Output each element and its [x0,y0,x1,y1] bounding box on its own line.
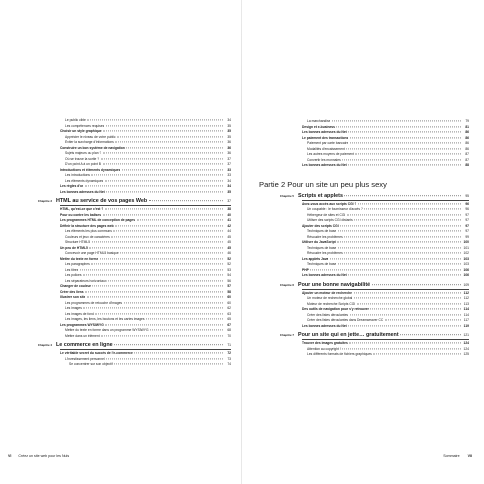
toc-entry-label: Créer des liens [60,289,84,294]
toc-entry-label: Les bonnes adresses du Net [302,273,347,278]
toc-entry-label: Les bonnes adresses du Net [60,189,105,194]
dot-leader [80,269,223,270]
dot-leader [357,303,461,304]
page-ref: 60 [227,300,231,305]
page-ref: 38 [227,207,231,212]
dot-leader [364,208,460,209]
dot-leader [83,274,223,275]
toc-entry-label: Les images de fond [65,311,94,316]
dot-leader [337,241,460,242]
dot-leader [400,334,460,335]
page-ref: 87 [465,152,469,156]
page-ref: 34 [227,184,231,188]
toc-entry-label: Les éléments dynamiques [65,178,104,183]
dot-leader [134,353,222,354]
toc-entry-label: Les applets Java [302,256,329,261]
page-ref: 62 [227,306,231,311]
page-ref: 86 [465,130,469,134]
toc-entry-label: Éviter la surcharge d'informations [65,140,114,144]
toc-entry-label: Convertir les monnaies [307,157,341,162]
page-ref: 72 [227,351,231,356]
part-heading: Partie 2 Pour un site un peu plus sexy [259,179,387,189]
dot-leader [95,313,222,314]
page-ref: 112 [463,290,469,295]
dot-leader [344,195,460,196]
page-ref: 57 [227,284,231,289]
chapter-title: Scripts et applets [298,192,343,199]
page-ref: 34 [227,118,231,122]
dot-leader [340,225,460,226]
dot-leader [115,141,222,142]
toc-entry-label: Concevoir une page HTML5 basique [65,251,119,256]
page-ref: 86 [465,141,469,145]
page-ref: 88 [465,163,469,167]
toc-entry-label: Avez-vous accès aux scripts CGI ? [302,201,357,206]
chapter-title: Pour un site qui en jette… gratuitement [298,332,399,339]
page-ref: 35 [227,123,231,128]
dot-leader [106,358,222,359]
dot-leader [105,180,223,181]
chapter-heading [16,198,231,205]
toc-entry [258,352,469,358]
dot-leader [106,191,222,192]
toc-entry-label: Se concentrer sur son objectif [69,362,113,367]
toc-entry-label: Définir la structure des pages web [60,223,114,228]
toc-entry-label: Les séparateurs horizontaux [65,278,107,283]
toc-entry-label: Techniques de base [307,262,337,267]
toc-entry [16,362,231,368]
toc-entry-label: Mettre du texte en forme dans un programme WYSIWYG [65,328,149,333]
toc-entry-label: Les bonnes adresses du Net [302,323,347,328]
page-ref: 37 [227,199,231,203]
toc-entry-label: Modalités d'encaissement [307,146,345,151]
chapter-heading [258,332,469,339]
toc-entry-label: Les programmes de retouche d'images [65,300,123,305]
page-ref: 52 [227,256,231,261]
toc-entry-label: Les compétences requises [65,123,105,128]
toc-entry-label: Ajouter un moteur de recherche [302,290,353,295]
page-ref: 45 [227,245,231,250]
dot-leader [91,174,222,175]
chapter-title: HTML au service de vos pages Web [56,198,148,204]
page-ref: 37 [227,156,231,161]
toc-entry-label: Changer de couleur [60,284,91,289]
dot-leader [355,153,460,154]
page-ref: 95 [465,193,469,198]
page-ref: 106 [463,273,469,278]
dot-leader [348,274,460,275]
dot-leader [87,296,223,297]
dot-leader [373,354,460,355]
page-ref: 86 [465,146,469,151]
toc-entry-label: Les programmes WYSIWYG [60,322,104,327]
dot-leader [350,314,461,315]
dot-leader [108,280,222,281]
page-ref: 103 [463,262,469,267]
page-ref: 63 [227,311,231,316]
page-ref: 56 [227,278,231,283]
page-ref: 97 [465,218,469,223]
dot-leader [348,325,460,326]
dot-leader [354,219,460,220]
toc-right [258,119,469,358]
chapter-rule [302,200,469,201]
page-ref: 102 [463,251,469,256]
toc-entry-label: Les règles d'or [60,184,84,188]
toc-entry-label: Les images, les liens, les boutons et les cartes images [65,317,145,322]
dot-leader [338,263,461,264]
page-ref: 97 [465,223,469,228]
dot-leader [350,137,461,138]
dot-leader [350,142,461,143]
page-ref: 53 [227,267,231,272]
toc-entry-label: Couleurs et jeux de caractères [65,234,110,239]
page-ref: 101 [463,245,469,250]
dot-leader [126,147,222,148]
page-number: VII [467,454,472,458]
toc-entry-label: Sujets majeurs ou plan ? [65,151,102,155]
page-ref: 87 [465,157,469,162]
page-ref: 35 [227,189,231,194]
dot-leader [92,241,223,242]
page-ref: 33 [227,173,231,177]
toc-entry-label: Créer des listes déroulantes [307,312,349,317]
toc-entry [16,190,231,196]
toc-entry-label: Le public cible [65,118,86,122]
toc-entry-label: Résoudre les problèmes [307,234,343,239]
page-ref: 114 [463,307,469,312]
dot-leader [87,119,222,120]
toc-entry-label: Les bonnes adresses du Net [302,130,347,134]
toc-entry-label: Créer des listes déroulantes dans Dreamweaver CC [307,318,384,323]
toc-entry-label: Utiliser du JavaScript [302,240,336,245]
toc-entry-label: Des outils de navigation pour s'y retrouver [302,307,369,312]
dot-leader [150,329,222,330]
running-title: Sommaire [443,454,460,458]
dot-leader [113,230,222,231]
page-ref: 52 [227,262,231,267]
dot-leader [101,158,223,159]
toc-entry-label: Les programmes HTML de conception de pages [60,218,136,223]
page-ref: 35 [227,134,231,139]
page-ref: 96 [465,201,469,206]
dot-leader [124,302,223,303]
toc-entry-label: Ajouter des scripts CGI [302,223,339,228]
chapter-heading [16,342,231,349]
dot-leader [372,284,461,285]
dot-leader [101,335,222,336]
page-ref: 34 [227,178,231,183]
dot-leader [83,307,222,308]
dot-leader [115,225,222,226]
toc-entry-label: Les polices [65,273,82,278]
page-ref: 35 [227,129,231,133]
dot-leader [92,285,222,286]
page-ref: 68 [227,328,231,333]
footer-left [8,454,69,458]
dot-leader [85,291,222,292]
toc-entry-label: Paiement par carte bancaire [307,141,349,145]
toc-entry-label: Les différents formats de fichiers graphiques [307,352,372,357]
toc-entry-label: Choisir un style graphique [60,129,102,133]
toc-entry-label: Attention au copyright ! [307,346,341,351]
toc-entry-label: Où se trouve la sortie ? [65,156,100,161]
chapter-number: Chapitre 6 [279,282,294,287]
dot-leader [137,219,223,220]
dot-leader [354,298,461,299]
toc-entry-label: Structure HTML5 [65,240,91,245]
page-number: VI [8,454,12,458]
chapter-number: Chapitre 3 [37,199,52,203]
toc-entry-label: Le véritable secret du succès de l'e-commerce [60,351,133,356]
toc-entry-label: Illustrer son site [60,295,86,300]
page-ref: 97 [465,229,469,234]
toc-entry-label: Les titres [65,267,79,272]
page-ref: 71 [227,343,231,348]
toc-entry-label: Techniques de base [307,229,337,234]
dot-leader [105,324,222,325]
page-ref: 81 [465,124,469,129]
toc-entry-label: Les paragraphes [65,262,90,267]
chapter-rule [60,205,231,206]
toc-entry-label: Le paiement des transactions [302,135,349,140]
toc-entry-label: L'investissement personnel [65,356,105,361]
chapter-title: Pour une bonne navigabilité [298,281,371,288]
dot-leader [100,258,223,259]
dot-leader [103,163,223,164]
toc-entry-label: Un moteur de recherche global [307,296,353,301]
page-ref: 41 [227,218,231,223]
toc-entry-label: Mettre dans un élément [65,333,100,338]
toc-entry [16,334,231,340]
dot-leader [370,309,460,310]
dot-leader [342,159,460,160]
chapter-title: Le commerce en ligne [56,342,113,349]
dot-leader [146,318,222,319]
page-ref: 54 [227,273,231,278]
chapter-number: Chapitre 5 [279,193,294,198]
page-ref: 124 [463,341,469,346]
toc-entry-label: Hébergeur de sites et CGI [307,212,346,217]
dot-leader [349,343,460,344]
page-ref: 96 [465,207,469,212]
page-ref: 42 [227,223,231,228]
page-ref: 106 [463,267,469,272]
chapter-rule [302,289,469,290]
dot-leader [105,208,223,209]
page-ref: 44 [227,229,231,234]
page-ref: 33 [227,167,231,172]
page-ref: 70 [227,333,231,338]
toc-entry-label: Résoudre les problèmes [307,251,343,256]
dot-leader [344,252,460,253]
chapter-number: Chapitre 4 [37,343,52,348]
dot-leader [344,236,460,237]
page-ref: 58 [227,289,231,294]
page-ref: 86 [465,135,469,140]
page-ref: 112 [463,296,469,301]
dot-leader [336,126,460,127]
dot-leader [103,130,222,131]
dot-leader [332,120,461,121]
toc-entry-label: Trouver des images gratuites [302,341,348,346]
dot-leader [111,236,222,237]
dot-leader [385,320,461,321]
toc-entry-label: PHP [302,267,309,272]
toc-entry-label: Les autres moyens de paiement [307,152,354,156]
chapter-rule [60,349,231,350]
dot-leader [342,348,460,349]
page-ref: 46 [227,251,231,256]
toc-entry-label: Un coupable : le fournisseur d'accès ? [307,207,363,212]
toc-entry-label: Les images [65,306,82,311]
page-ref: 67 [227,322,231,327]
page-ref: 124 [463,346,469,351]
toc-entry [258,324,469,330]
page-ref: 119 [463,323,469,328]
toc-entry-label: Apprécier le niveau de votre public [65,134,116,139]
toc-entry-label: Pour ou contre les balises [60,212,102,217]
page-ref: 79 [465,119,469,123]
page-ref: 65 [227,317,231,322]
toc-entry-label: Les éléments les plus communs [65,229,112,234]
page-ref: 103 [463,256,469,261]
dot-leader [85,185,223,186]
dot-leader [114,364,222,365]
toc-entry-label: Mettre du texte en forme [60,256,99,261]
page-ref: 100 [463,240,469,245]
page-ref: 121 [463,333,469,338]
dot-leader [120,252,222,253]
toc-entry-label: HTML, qu'est-ce que c'est ? [60,207,104,212]
toc-entry-label: Design et e-business [302,124,335,129]
toc-entry-label: Moteur de recherche Scripts CGI [307,301,356,306]
toc-entry-label: D'un point A à un point B [65,162,102,166]
right-page [242,0,484,484]
page-ref: 36 [227,140,231,144]
toc-entry-label: Introductions et éléments dynamiques [60,167,121,172]
toc-entry [258,163,469,169]
toc-entry-label: Utiliser des scripts CGI distants [307,218,353,223]
dot-leader [330,258,461,259]
toc-entry [258,273,469,279]
page-ref: 37 [227,162,231,166]
page-ref: 109 [463,282,469,287]
chapter-number: Chapitre 7 [279,333,294,338]
dot-leader [106,125,223,126]
toc-entry-label: Un peu de HTML5 [60,245,88,250]
page-ref: 114 [463,312,469,317]
chapter-rule [302,339,469,340]
dot-leader [354,292,461,293]
toc-left [16,118,231,368]
page-ref: 113 [463,301,469,306]
page-ref: 45 [227,234,231,239]
dot-leader [348,164,460,165]
page-ref: 40 [227,212,231,217]
page-ref: 117 [463,318,469,323]
dot-leader [89,247,222,248]
dot-leader [114,344,222,345]
page-ref: 97 [465,212,469,217]
dot-leader [103,152,223,153]
page-ref: 36 [227,151,231,155]
footer-right [443,454,472,458]
page-ref: 36 [227,145,231,150]
page-ref: 74 [227,362,231,367]
dot-leader [346,148,460,149]
dot-leader [348,131,460,132]
toc-entry-label: Construire un bon système de navigation [60,145,125,150]
toc-entry-label: Les introductions [65,173,90,177]
dot-leader [91,263,222,264]
page-ref: 73 [227,356,231,361]
toc-entry-label: Les bonnes adresses du Net [302,163,347,167]
toc-entry-label: La marchandise [307,119,331,123]
running-title: Créez un site web pour les Nuls [18,454,70,458]
dot-leader [310,269,460,270]
dot-leader [358,203,461,204]
chapter-heading [258,282,469,289]
dot-leader [103,214,223,215]
page-ref: 99 [465,234,469,239]
page-ref: 125 [463,352,469,357]
page-ref: 45 [227,240,231,245]
chapter-heading [258,193,469,200]
dot-leader [117,136,222,137]
toc-entry-label: Techniques de base [307,245,337,250]
dot-leader [149,200,223,201]
dot-leader [122,169,223,170]
page-ref: 60 [227,295,231,300]
dot-leader [338,230,461,231]
dot-leader [338,247,461,248]
dot-leader [347,214,461,215]
